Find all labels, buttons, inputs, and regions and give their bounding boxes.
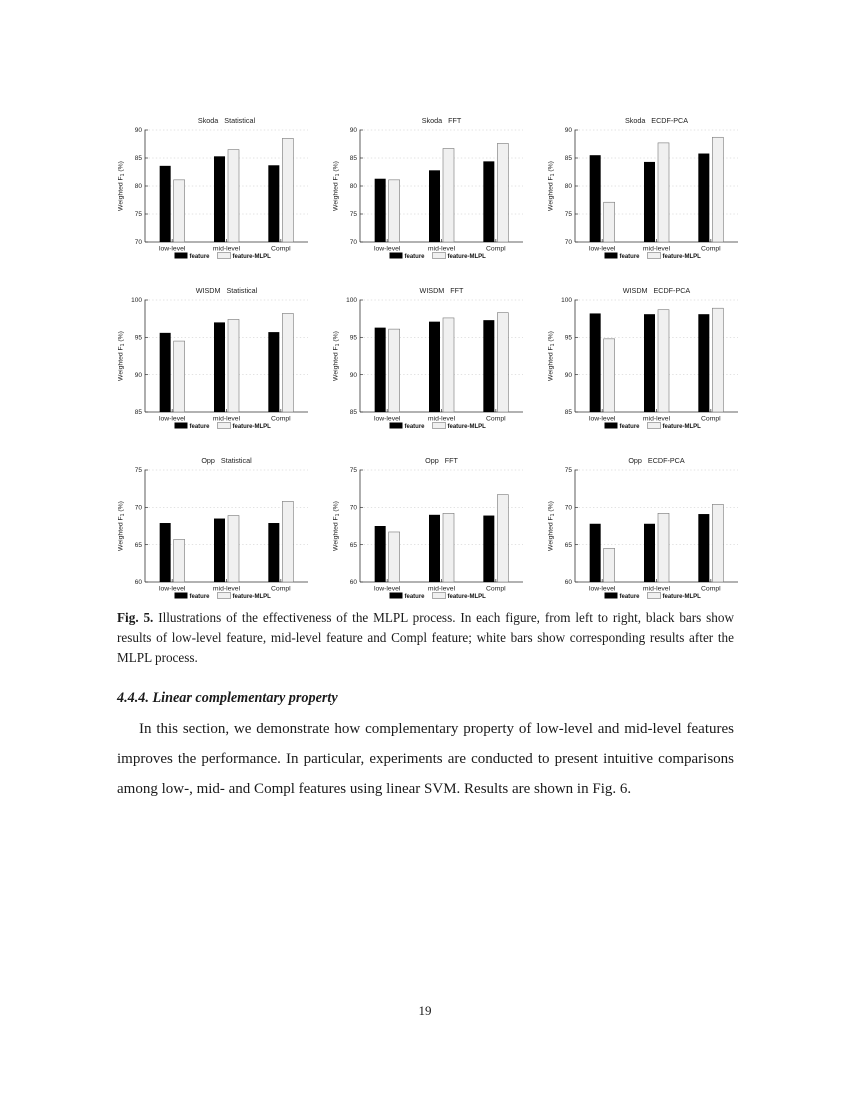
svg-text:95: 95 [564,334,572,342]
svg-text:feature: feature [189,424,210,430]
svg-text:90: 90 [134,371,142,379]
svg-text:85: 85 [564,409,572,417]
svg-text:Weighted F1 (%): Weighted $F_1$ (%) [547,161,557,211]
page-number: 19 [418,1003,432,1018]
svg-text:feature: feature [404,254,425,260]
svg-text:mid-level: mid-level [427,415,456,423]
svg-text:low-level: low-level [373,415,401,423]
svg-text:feature: feature [189,594,210,600]
svg-text:Opp Statistical: Opp Statistical [201,456,252,465]
figure-caption-label: Fig. 5. [117,610,154,625]
svg-text:mid-level: mid-level [212,415,241,423]
svg-text:70: 70 [134,504,142,512]
svg-text:Compl: Compl [701,245,721,253]
svg-text:95: 95 [349,334,357,342]
svg-text:feature-MLPL: feature-MLPL [662,254,701,260]
svg-text:feature: feature [619,594,640,600]
svg-text:mid-level: mid-level [642,245,671,253]
chart-opp-fft [330,452,530,604]
svg-text:feature-MLPL: feature-MLPL [447,424,486,430]
svg-text:Weighted F1 (%): Weighted $F_1$ (%) [117,331,127,381]
svg-text:Weighted F1 (%): Weighted $F_1$ (%) [547,501,557,551]
svg-text:85: 85 [349,155,357,163]
svg-text:low-level: low-level [588,585,616,593]
svg-text:feature-MLPL: feature-MLPL [232,424,271,430]
chart-opp-statistical [115,452,315,604]
svg-text:90: 90 [349,127,357,135]
svg-text:mid-level: mid-level [642,585,671,593]
chart-skoda-fft [330,112,530,264]
svg-text:low-level: low-level [373,585,401,593]
svg-text:Weighted F1 (%): Weighted $F_1$ (%) [547,331,557,381]
svg-text:75: 75 [564,211,572,219]
svg-text:75: 75 [349,211,357,219]
svg-text:feature: feature [404,424,425,430]
svg-text:90: 90 [349,371,357,379]
svg-text:Weighted F1 (%): Weighted $F_1$ (%) [117,501,127,551]
svg-text:feature: feature [619,254,640,260]
svg-text:65: 65 [134,541,142,549]
svg-text:75: 75 [134,467,142,475]
svg-text:Skoda FFT: Skoda FFT [421,116,462,125]
section-heading: 4.4.4. Linear complementary property [117,690,338,706]
svg-text:70: 70 [349,239,357,247]
svg-text:low-level: low-level [588,415,616,423]
svg-text:WISDM ECDF-PCA: WISDM ECDF-PCA [622,286,691,295]
svg-text:Compl: Compl [486,245,506,253]
svg-text:feature-MLPL: feature-MLPL [447,254,486,260]
figure-caption [117,608,734,668]
svg-text:60: 60 [349,579,357,587]
svg-text:low-level: low-level [373,245,401,253]
svg-text:95: 95 [134,334,142,342]
svg-text:90: 90 [134,127,142,135]
svg-text:Compl: Compl [701,415,721,423]
svg-text:85: 85 [349,409,357,417]
svg-text:80: 80 [564,183,572,191]
svg-text:low-level: low-level [158,245,186,253]
svg-text:mid-level: mid-level [427,245,456,253]
svg-text:70: 70 [134,239,142,247]
body-paragraph: In this section, we demonstrate how complementary property of low-level and mid-level features improves the performance. In particular, experiments are conducted to present intuitive comparisons among low-, mid- and Compl features using linear SVM. Results are shown in Fig. 6. [117,721,734,797]
svg-text:feature-MLPL: feature-MLPL [662,424,701,430]
svg-text:70: 70 [564,239,572,247]
chart-wisdm-statistical [115,282,315,434]
figure-caption-text: Illustrations of the effectiveness of the MLPL process. In each figure, from left to right, black bars show results of low-level feature, mid-level feature and Compl feature; white bars show corresponding results after the MLPL process. [117,610,734,665]
svg-text:75: 75 [349,467,357,475]
svg-text:65: 65 [349,541,357,549]
svg-text:75: 75 [564,467,572,475]
svg-text:Compl: Compl [486,585,506,593]
svg-text:mid-level: mid-level [427,585,456,593]
svg-text:85: 85 [134,155,142,163]
svg-text:100: 100 [131,297,142,305]
chart-skoda-ecdf-pca [545,112,745,264]
chart-wisdm-ecdf-pca [545,282,745,434]
svg-text:Opp FFT: Opp FFT [425,456,458,465]
svg-text:Compl: Compl [271,585,291,593]
chart-opp-ecdf-pca [545,452,745,604]
svg-text:65: 65 [564,541,572,549]
svg-text:WISDM Statistical: WISDM Statistical [195,286,258,295]
svg-text:80: 80 [134,183,142,191]
svg-text:WISDM FFT: WISDM FFT [419,286,464,295]
svg-text:feature-MLPL: feature-MLPL [662,594,701,600]
figure-5-chart-grid [115,112,745,604]
svg-text:feature: feature [189,254,210,260]
svg-text:90: 90 [564,371,572,379]
svg-text:mid-level: mid-level [212,585,241,593]
svg-text:mid-level: mid-level [642,415,671,423]
svg-text:Weighted F1 (%): Weighted $F_1$ (%) [332,161,342,211]
svg-text:85: 85 [564,155,572,163]
svg-text:70: 70 [349,504,357,512]
svg-text:low-level: low-level [588,245,616,253]
svg-text:Skoda Statistical: Skoda Statistical [197,116,256,125]
svg-text:low-level: low-level [158,415,186,423]
svg-text:Opp ECDF-PCA: Opp ECDF-PCA [628,456,685,465]
svg-text:Compl: Compl [271,415,291,423]
svg-text:feature-MLPL: feature-MLPL [232,594,271,600]
svg-text:Weighted F1 (%): Weighted $F_1$ (%) [117,161,127,211]
svg-text:feature-MLPL: feature-MLPL [232,254,271,260]
svg-text:Weighted F1 (%): Weighted $F_1$ (%) [332,331,342,381]
svg-text:70: 70 [564,504,572,512]
svg-text:feature-MLPL: feature-MLPL [447,594,486,600]
svg-text:Compl: Compl [701,585,721,593]
svg-text:mid-level: mid-level [212,245,241,253]
chart-wisdm-fft [330,282,530,434]
svg-text:Weighted F1 (%): Weighted $F_1$ (%) [332,501,342,551]
svg-text:100: 100 [346,297,357,305]
svg-text:100: 100 [561,297,572,305]
svg-text:Skoda ECDF-PCA: Skoda ECDF-PCA [624,116,689,125]
svg-text:80: 80 [349,183,357,191]
chart-skoda-statistical [115,112,315,264]
svg-text:85: 85 [134,409,142,417]
svg-text:Compl: Compl [271,245,291,253]
svg-text:feature: feature [404,594,425,600]
svg-text:90: 90 [564,127,572,135]
svg-text:low-level: low-level [158,585,186,593]
svg-text:Compl: Compl [486,415,506,423]
svg-text:60: 60 [564,579,572,587]
svg-text:60: 60 [134,579,142,587]
svg-text:75: 75 [134,211,142,219]
svg-text:feature: feature [619,424,640,430]
